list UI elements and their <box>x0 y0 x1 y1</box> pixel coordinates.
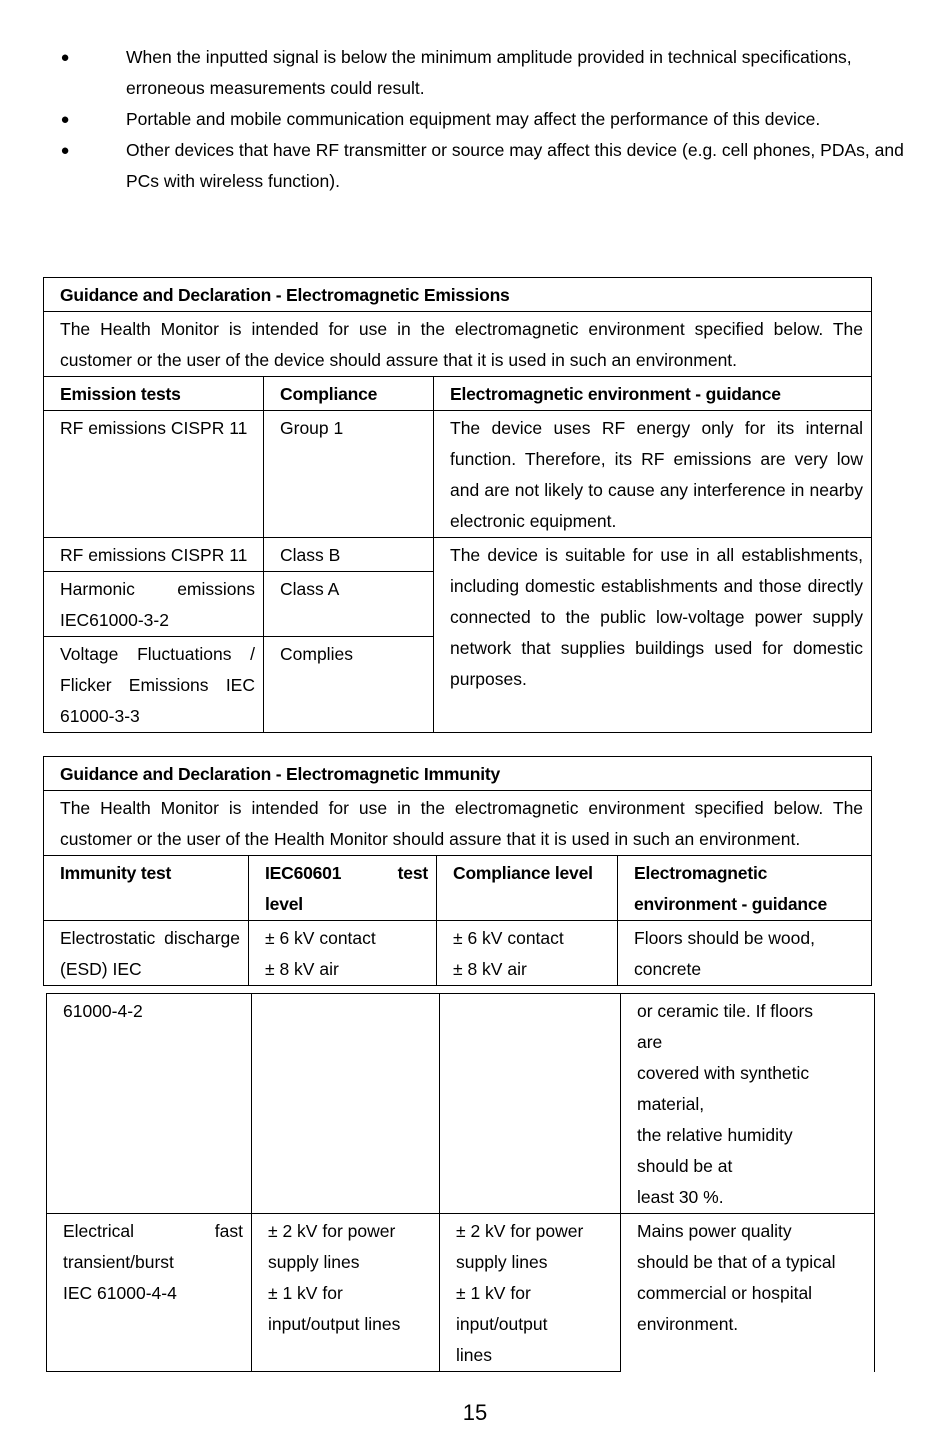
shared-guidance-cell: The device is suitable for use in all establishments, including domestic establishments and those directly connected to the public low-voltage power supply network that supplies buildings used for domestic purposes. <box>434 538 872 733</box>
emission-test-cell: RF emissions CISPR 11 <box>44 411 264 538</box>
bullet-item <box>0 104 950 135</box>
cell-word: fast <box>214 1221 243 1241</box>
compliance-cell: Class B <box>264 538 434 572</box>
empty-cell <box>252 994 440 1214</box>
cell-line: ± 6 kV contact <box>265 928 376 948</box>
cell-line: ± 2 kV for power <box>268 1221 396 1241</box>
cell-line: least 30 %. <box>637 1187 724 1207</box>
esd-guidance-continued-cell <box>621 994 875 1214</box>
emission-tests-header: Emission tests <box>44 377 264 411</box>
emission-test-cell: RF emissions CISPR 11 <box>44 538 264 572</box>
emissions-intro: The Health Monitor is intended for use in the electromagnetic environment specified below. The customer or the user of the device should assure that it is used in such an environment. <box>44 312 872 377</box>
cell-line: ± 1 kV for <box>268 1283 343 1303</box>
bullet-icon: ● <box>60 111 70 128</box>
emission-test-cell: Voltage Fluctuations / Flicker Emissions IEC 61000-3-3 <box>44 637 264 733</box>
compliance-cell: Complies <box>264 637 434 733</box>
table-row <box>44 538 872 572</box>
immunity-intro: The Health Monitor is intended for use in the electromagnetic environment specified below. The customer or the user of the Health Monitor should assure that it is used in such an environment. <box>44 791 872 856</box>
bullet-text: Other devices that have RF transmitter or source may affect this device (e.g. cell phones, PDAs, and PCs with wireless function). <box>126 140 904 191</box>
table-row <box>47 1214 875 1372</box>
cell-line: IEC 61000-4-4 <box>63 1283 177 1303</box>
cell-line: ± 8 kV air <box>453 959 527 979</box>
guidance-cell: The device uses RF energy only for its internal function. Therefore, its RF emissions are very low and are not likely to cause any interference in nearby electronic equipment. <box>434 411 872 538</box>
bullet-icon: ● <box>60 49 70 66</box>
emissions-title: Guidance and Declaration - Electromagnetic Emissions <box>44 278 872 312</box>
compliance-cell: Class A <box>264 572 434 637</box>
esd-guidance-cell: Floors should be wood, concrete <box>618 921 872 986</box>
cell-line: transient/burst <box>63 1252 174 1272</box>
compliance-header: Compliance <box>264 377 434 411</box>
immunity-title: Guidance and Declaration - Electromagnetic Immunity <box>44 757 872 791</box>
eft-level-cell <box>252 1214 440 1372</box>
esd-level-cell <box>249 921 437 986</box>
cell-line: commercial or hospital <box>637 1283 813 1303</box>
emissions-table <box>43 277 872 733</box>
environment-guidance-header: Electromagnetic environment - guidance <box>618 856 872 921</box>
emission-test-cell: Harmonic emissions IEC61000-3-2 <box>44 572 264 637</box>
cell-line: ± 2 kV for power <box>456 1221 584 1241</box>
cell-line: input/output lines <box>268 1314 401 1334</box>
test-level-header-part: IEC60601 <box>265 863 342 883</box>
cell-line: input/output <box>456 1314 548 1334</box>
test-level-header-part: test <box>397 863 428 883</box>
cell-line: are <box>637 1032 663 1052</box>
immunity-table <box>43 756 872 986</box>
cell-word: Electrical <box>63 1221 134 1241</box>
cell-line: the relative humidity <box>637 1125 793 1145</box>
bullet-item <box>0 135 950 197</box>
cell-line: or ceramic tile. If floors <box>637 1001 814 1021</box>
eft-test-cell <box>47 1214 252 1372</box>
cell-line: covered with synthetic <box>637 1063 810 1083</box>
cell-line: ± 1 kV for <box>456 1283 531 1303</box>
bullet-text: When the inputted signal is below the minimum amplitude provided in technical specifications, erroneous measurements could result. <box>126 47 852 98</box>
bullet-text: Portable and mobile communication equipment may affect the performance of this device. <box>126 109 821 129</box>
compliance-level-header: Compliance level <box>437 856 618 921</box>
immunity-test-header: Immunity test <box>44 856 249 921</box>
table-row <box>47 994 875 1214</box>
page-number: 15 <box>462 1400 488 1425</box>
cell-line: lines <box>456 1345 492 1365</box>
cell-line: should be that of a typical <box>637 1252 836 1272</box>
cell-line: supply lines <box>456 1252 548 1272</box>
table-row <box>44 411 872 538</box>
empty-cell <box>440 994 621 1214</box>
guidance-header: Electromagnetic environment - guidance <box>434 377 872 411</box>
cell-line: ± 8 kV air <box>265 959 339 979</box>
cell-line: ± 6 kV contact <box>453 928 564 948</box>
esd-test-cell: Electrostatic discharge (ESD) IEC <box>44 921 249 986</box>
eft-guidance-cell <box>621 1214 875 1372</box>
eft-compliance-cell <box>440 1214 621 1372</box>
cell-line: environment. <box>637 1314 739 1334</box>
cell-line: material, <box>637 1094 705 1114</box>
test-level-header <box>249 856 437 921</box>
cell-line: Mains power quality <box>637 1221 792 1241</box>
cell-line: should be at <box>637 1156 733 1176</box>
esd-compliance-cell <box>437 921 618 986</box>
test-level-header-line: level <box>265 894 303 914</box>
immunity-continuation-table <box>46 993 875 1372</box>
compliance-cell: Group 1 <box>264 411 434 538</box>
table-row <box>44 921 872 986</box>
cell-line: supply lines <box>268 1252 360 1272</box>
bullet-item <box>0 42 950 104</box>
esd-test-tail-cell: 61000-4-2 <box>47 994 252 1214</box>
bullet-icon: ● <box>60 142 70 159</box>
bullet-list <box>0 42 950 197</box>
